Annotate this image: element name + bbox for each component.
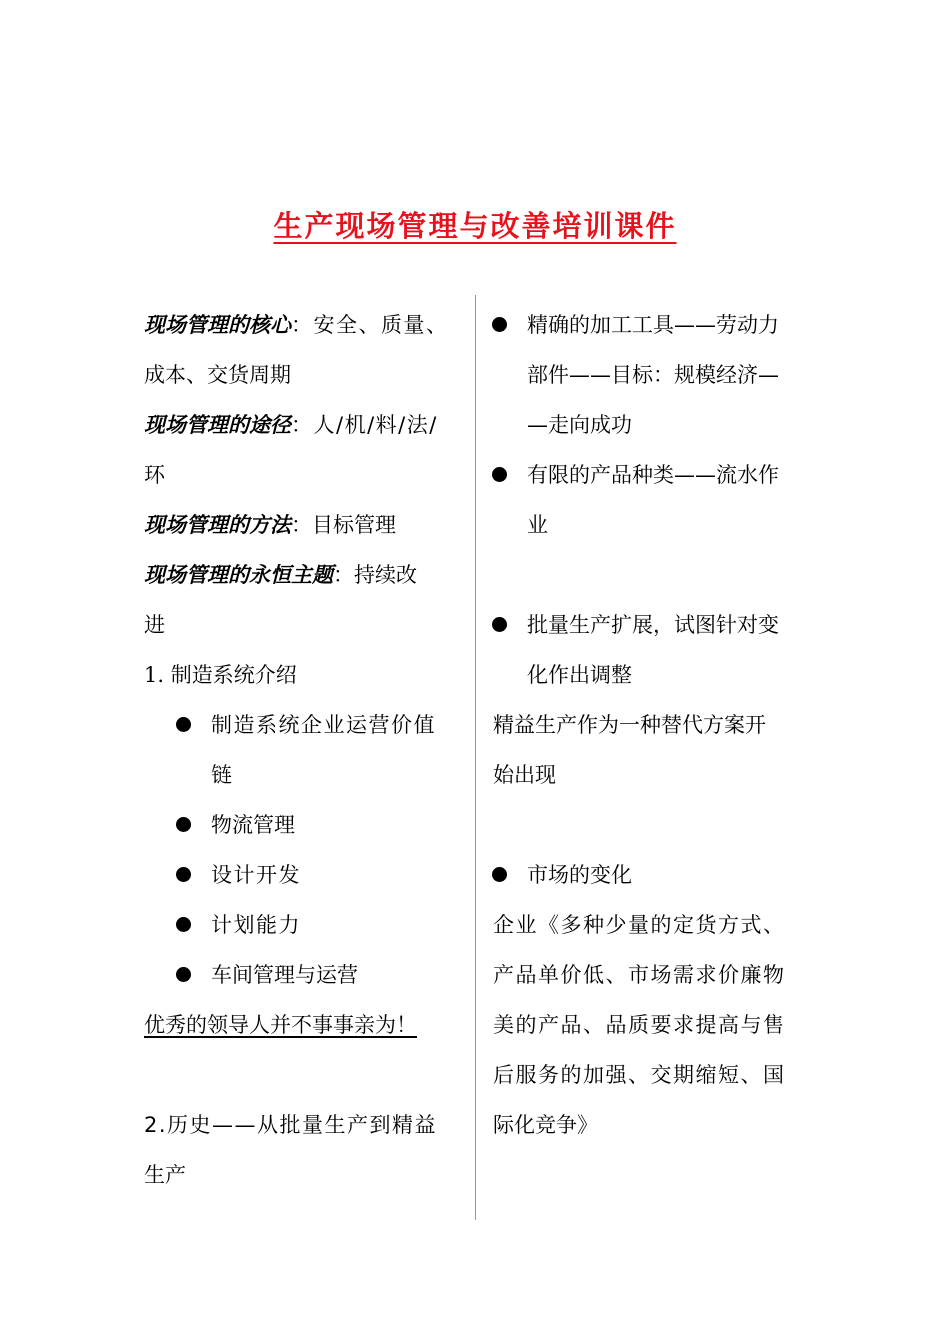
section1-heading xyxy=(144,650,469,700)
list-item: 精确的加工工具——劳动力 xyxy=(527,300,813,350)
right-bullet-group-2 xyxy=(493,600,813,700)
list-item: 市场的变化 xyxy=(527,850,813,900)
column-divider xyxy=(475,295,476,1220)
list-item: 计划能力 xyxy=(211,900,469,950)
method-text: ：目标管理 xyxy=(291,513,396,537)
list-item-continuation: 化作出调整 xyxy=(527,663,632,687)
bullet-dot-icon xyxy=(176,867,191,882)
page-title xyxy=(0,203,950,249)
theme-line-2 xyxy=(144,600,469,650)
path-label: 现场管理的途径 xyxy=(144,413,291,437)
section2-heading-cont: 生产 xyxy=(144,1163,186,1187)
leader-note: 优秀的领导人并不事事亲为！ xyxy=(144,1013,417,1037)
list-item: 制造系统企业运营价值 xyxy=(211,700,469,750)
bullet-dot-icon xyxy=(176,717,191,732)
method-line xyxy=(144,500,469,550)
list-item-continuation: —走向成功 xyxy=(527,413,632,437)
bullet-dot-icon xyxy=(492,867,507,882)
market-line-2: 产品单价低、市场需求价廉物 xyxy=(493,963,786,987)
bullet-dot-icon xyxy=(176,917,191,932)
section2-line-1 xyxy=(144,1100,469,1150)
right-bullet-group-1 xyxy=(493,300,813,550)
path-line-2 xyxy=(144,450,469,500)
core-line-1 xyxy=(144,300,469,350)
spacer xyxy=(493,800,813,850)
right-bullet-group-3 xyxy=(493,850,813,900)
leader-note-line xyxy=(144,1000,469,1050)
theme-label: 现场管理的永恒主题 xyxy=(144,563,333,587)
core-text-1: ：安全、质量、 xyxy=(291,313,449,337)
section1-title: 制造系统介绍 xyxy=(170,663,297,687)
section2-line-2 xyxy=(144,1150,469,1200)
page-title-text: 生产现场管理与改善培训课件 xyxy=(273,209,677,243)
theme-line-1 xyxy=(144,550,469,600)
spacer xyxy=(493,550,813,600)
list-item: 设计开发 xyxy=(211,850,469,900)
list-item-continuation: 链 xyxy=(211,763,232,787)
lean-line-2: 始出现 xyxy=(493,763,556,787)
list-item: 有限的产品种类——流水作 xyxy=(527,450,813,500)
theme-text-2: 进 xyxy=(144,613,165,637)
left-column xyxy=(144,300,469,1200)
bullet-dot-icon xyxy=(492,467,507,482)
bullet-dot-icon xyxy=(176,817,191,832)
core-label: 现场管理的核心 xyxy=(144,313,291,337)
list-item: 车间管理与运营 xyxy=(211,950,469,1000)
bullet-dot-icon xyxy=(492,617,507,632)
list-item-continuation: 业 xyxy=(527,513,548,537)
bullet-dot-icon xyxy=(492,317,507,332)
section1-bullet-list xyxy=(144,700,469,1000)
lean-line-1: 精益生产作为一种替代方案开 xyxy=(493,713,766,737)
path-text-1: ：人/机/料/法/ xyxy=(291,413,438,437)
core-text-2: 成本、交货周期 xyxy=(144,363,291,387)
list-item: 批量生产扩展，试图针对变 xyxy=(527,600,813,650)
list-item-continuation: 部件——目标：规模经济— xyxy=(527,363,779,387)
right-column xyxy=(493,300,813,1150)
theme-text-1: ：持续改 xyxy=(333,563,417,587)
method-label: 现场管理的方法 xyxy=(144,513,291,537)
section1-number: 1. xyxy=(144,663,165,687)
core-line-2 xyxy=(144,350,469,400)
market-line-3: 美的产品、品质要求提高与售 xyxy=(493,1013,786,1037)
market-line-1: 企业《多种少量的定货方式、 xyxy=(493,913,786,937)
spacer xyxy=(144,1050,469,1100)
path-line-1 xyxy=(144,400,469,450)
section2-heading: 2.历史——从批量生产到精益 xyxy=(144,1113,438,1137)
market-line-4: 后服务的加强、交期缩短、国 xyxy=(493,1063,786,1087)
bullet-dot-icon xyxy=(176,967,191,982)
market-line-5: 际化竞争》 xyxy=(493,1113,598,1137)
path-text-2: 环 xyxy=(144,463,165,487)
list-item: 物流管理 xyxy=(211,800,469,850)
